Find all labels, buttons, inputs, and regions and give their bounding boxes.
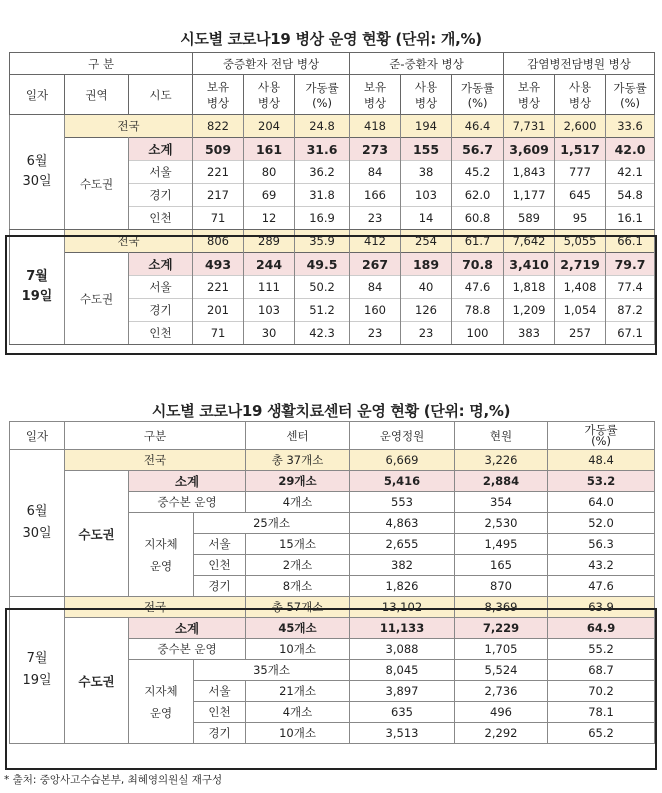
data-cell: 38 (401, 161, 452, 184)
data-cell: 80 (244, 161, 295, 184)
sido-cell: 서울 (129, 276, 193, 299)
data-cell: 69 (244, 184, 295, 207)
center-cell: 35개소 (194, 660, 350, 681)
data-cell: 87.2 (606, 299, 655, 322)
data-cell: 645 (555, 184, 606, 207)
data-cell: 71 (193, 207, 244, 230)
central-label: 중수본 운영 (129, 492, 246, 513)
rate-cell: 68.7 (548, 660, 655, 681)
header-sub: 가동률 (%) (452, 75, 504, 115)
source-footnote: * 출처: 중앙사고수습본부, 최혜영의원실 재구성 (4, 774, 223, 786)
subtotal-row (10, 471, 655, 492)
center-status-table (9, 421, 655, 744)
center-cell: 45개소 (246, 618, 350, 639)
sido-cell: 소계 (129, 253, 193, 276)
data-cell: 12 (244, 207, 295, 230)
rate-cell: 47.6 (548, 576, 655, 597)
data-cell: 31.8 (295, 184, 350, 207)
data-cell: 244 (244, 253, 295, 276)
data-cell: 51.2 (295, 299, 350, 322)
current-cell: 165 (455, 555, 548, 576)
data-cell: 155 (401, 138, 452, 161)
subtotal-row (10, 618, 655, 639)
current-cell: 2,530 (455, 513, 548, 534)
current-cell: 870 (455, 576, 548, 597)
data-cell: 383 (504, 322, 555, 345)
local-label: 지자체 운영 (129, 660, 194, 744)
region-cell: 수도권 (65, 138, 129, 230)
data-cell: 84 (350, 276, 401, 299)
data-cell: 70.8 (452, 253, 504, 276)
data-cell: 1,177 (504, 184, 555, 207)
data-cell: 221 (193, 276, 244, 299)
center-cell: 25개소 (194, 513, 350, 534)
date-cell: 6월 30일 (10, 115, 65, 230)
header-date: 일자 (10, 422, 65, 450)
sido-cell: 경기 (194, 576, 246, 597)
data-cell: 1,408 (555, 276, 606, 299)
data-cell: 84 (350, 161, 401, 184)
capacity-cell: 635 (350, 702, 455, 723)
data-cell: 79.7 (606, 253, 655, 276)
national-label: 전국 (65, 115, 193, 138)
data-cell: 3,609 (504, 138, 555, 161)
sido-cell: 인천 (129, 322, 193, 345)
current-cell: 1,705 (455, 639, 548, 660)
data-cell: 493 (193, 253, 244, 276)
data-cell: 2,719 (555, 253, 606, 276)
data-cell: 60.8 (452, 207, 504, 230)
header-sub: 사용 병상 (401, 75, 452, 115)
current-cell: 5,524 (455, 660, 548, 681)
data-cell: 1,054 (555, 299, 606, 322)
capacity-cell: 553 (350, 492, 455, 513)
center-cell: 29개소 (246, 471, 350, 492)
rate-cell: 52.0 (548, 513, 655, 534)
header-sub: 보유 병상 (193, 75, 244, 115)
header-group: 중증환자 전담 병상 (193, 53, 350, 75)
sido-cell: 경기 (129, 184, 193, 207)
data-cell: 16.1 (606, 207, 655, 230)
data-cell: 111 (244, 276, 295, 299)
center-cell: 8개소 (246, 576, 350, 597)
data-cell: 1,209 (504, 299, 555, 322)
center-cell: 10개소 (246, 639, 350, 660)
header-region: 권역 (65, 75, 129, 115)
data-cell: 30 (244, 322, 295, 345)
data-cell: 254 (401, 230, 452, 253)
header-category: 구 분 (10, 53, 193, 75)
data-cell: 257 (555, 322, 606, 345)
data-cell: 126 (401, 299, 452, 322)
current-cell: 3,226 (455, 450, 548, 471)
data-cell: 100 (452, 322, 504, 345)
rate-cell: 70.2 (548, 681, 655, 702)
center-cell: 4개소 (246, 702, 350, 723)
data-cell: 1,818 (504, 276, 555, 299)
sido-cell: 서울 (194, 681, 246, 702)
data-cell: 42.3 (295, 322, 350, 345)
central-label: 중수본 운영 (129, 639, 246, 660)
center-cell: 총 57개소 (246, 597, 350, 618)
current-cell: 8,369 (455, 597, 548, 618)
data-cell: 71 (193, 322, 244, 345)
data-cell: 95 (555, 207, 606, 230)
data-cell: 61.7 (452, 230, 504, 253)
capacity-cell: 1,826 (350, 576, 455, 597)
region-cell: 수도권 (65, 253, 129, 345)
data-cell: 2,600 (555, 115, 606, 138)
data-cell: 42.0 (606, 138, 655, 161)
rate-cell: 43.2 (548, 555, 655, 576)
subtotal-row (10, 253, 655, 276)
bed-status-table (9, 52, 655, 345)
capacity-cell: 6,669 (350, 450, 455, 471)
data-cell: 267 (350, 253, 401, 276)
rate-cell: 78.1 (548, 702, 655, 723)
data-cell: 23 (401, 322, 452, 345)
data-cell: 160 (350, 299, 401, 322)
data-cell: 777 (555, 161, 606, 184)
subtotal-label: 소계 (129, 618, 246, 639)
center-cell: 2개소 (246, 555, 350, 576)
header-current: 현원 (455, 422, 548, 450)
sido-cell: 경기 (129, 299, 193, 322)
data-cell: 217 (193, 184, 244, 207)
data-cell: 7,731 (504, 115, 555, 138)
national-label: 전국 (65, 597, 246, 618)
data-cell: 40 (401, 276, 452, 299)
data-cell: 42.1 (606, 161, 655, 184)
national-row (10, 597, 655, 618)
data-cell: 103 (244, 299, 295, 322)
rate-cell: 65.2 (548, 723, 655, 744)
rate-cell: 63.9 (548, 597, 655, 618)
capacity-cell: 3,513 (350, 723, 455, 744)
capacity-cell: 13,102 (350, 597, 455, 618)
data-cell: 23 (350, 322, 401, 345)
capacity-cell: 2,655 (350, 534, 455, 555)
data-cell: 14 (401, 207, 452, 230)
current-cell: 2,292 (455, 723, 548, 744)
national-label: 전국 (65, 230, 193, 253)
data-cell: 3,410 (504, 253, 555, 276)
data-cell: 103 (401, 184, 452, 207)
header-row-1 (10, 53, 655, 75)
capacity-cell: 382 (350, 555, 455, 576)
header-group: 준-중환자 병상 (350, 53, 504, 75)
current-cell: 1,495 (455, 534, 548, 555)
rate-cell: 55.2 (548, 639, 655, 660)
data-cell: 5,055 (555, 230, 606, 253)
date-cell: 6월 30일 (10, 450, 65, 597)
data-cell: 1,517 (555, 138, 606, 161)
capacity-cell: 4,863 (350, 513, 455, 534)
data-cell: 33.6 (606, 115, 655, 138)
data-cell: 16.9 (295, 207, 350, 230)
header-center: 센터 (246, 422, 350, 450)
data-cell: 194 (401, 115, 452, 138)
center-cell: 21개소 (246, 681, 350, 702)
center-cell: 총 37개소 (246, 450, 350, 471)
header-category: 구분 (65, 422, 246, 450)
header-sub: 가동률 (%) (606, 75, 655, 115)
region-cell: 수도권 (65, 618, 129, 744)
subtotal-label: 소계 (129, 471, 246, 492)
rate-cell: 64.0 (548, 492, 655, 513)
header-sub: 가동률 (%) (295, 75, 350, 115)
data-cell: 161 (244, 138, 295, 161)
data-cell: 35.9 (295, 230, 350, 253)
current-cell: 2,884 (455, 471, 548, 492)
data-cell: 24.8 (295, 115, 350, 138)
data-cell: 418 (350, 115, 401, 138)
header-sub: 사용 병상 (555, 75, 606, 115)
capacity-cell: 8,045 (350, 660, 455, 681)
sido-cell: 인천 (129, 207, 193, 230)
header-sido: 시도 (129, 75, 193, 115)
rate-cell: 48.4 (548, 450, 655, 471)
rate-cell: 56.3 (548, 534, 655, 555)
date-cell: 7월 19일 (10, 230, 65, 345)
sido-cell: 인천 (194, 555, 246, 576)
data-cell: 56.7 (452, 138, 504, 161)
local-label: 지자체 운영 (129, 513, 194, 597)
table1-title: 시도별 코로나19 병상 운영 현황 (단위: 개,%) (180, 30, 482, 48)
data-cell: 1,843 (504, 161, 555, 184)
header-capacity: 운영정원 (350, 422, 455, 450)
sido-cell: 인천 (194, 702, 246, 723)
data-cell: 509 (193, 138, 244, 161)
sido-cell: 서울 (194, 534, 246, 555)
data-cell: 77.4 (606, 276, 655, 299)
header-sub: 보유 병상 (504, 75, 555, 115)
data-cell: 49.5 (295, 253, 350, 276)
date-cell: 7월 19일 (10, 597, 65, 744)
data-cell: 54.8 (606, 184, 655, 207)
national-row (10, 115, 655, 138)
header-group: 감염병전담병원 병상 (504, 53, 655, 75)
header-row-2 (10, 75, 655, 115)
center-cell: 4개소 (246, 492, 350, 513)
header-rate: 가동률 (%) (548, 422, 655, 450)
current-cell: 496 (455, 702, 548, 723)
data-cell: 36.2 (295, 161, 350, 184)
sido-cell: 서울 (129, 161, 193, 184)
data-cell: 221 (193, 161, 244, 184)
data-cell: 273 (350, 138, 401, 161)
national-row (10, 450, 655, 471)
capacity-cell: 5,416 (350, 471, 455, 492)
capacity-cell: 11,133 (350, 618, 455, 639)
center-cell: 10개소 (246, 723, 350, 744)
data-cell: 66.1 (606, 230, 655, 253)
header-row (10, 422, 655, 450)
current-cell: 354 (455, 492, 548, 513)
subtotal-row (10, 138, 655, 161)
data-cell: 45.2 (452, 161, 504, 184)
data-cell: 289 (244, 230, 295, 253)
data-cell: 47.6 (452, 276, 504, 299)
data-cell: 589 (504, 207, 555, 230)
data-cell: 78.8 (452, 299, 504, 322)
rate-cell: 53.2 (548, 471, 655, 492)
center-cell: 15개소 (246, 534, 350, 555)
data-cell: 822 (193, 115, 244, 138)
region-cell: 수도권 (65, 471, 129, 597)
capacity-cell: 3,897 (350, 681, 455, 702)
data-cell: 204 (244, 115, 295, 138)
current-cell: 7,229 (455, 618, 548, 639)
data-cell: 50.2 (295, 276, 350, 299)
data-cell: 806 (193, 230, 244, 253)
sido-cell: 소계 (129, 138, 193, 161)
data-cell: 166 (350, 184, 401, 207)
capacity-cell: 3,088 (350, 639, 455, 660)
current-cell: 2,736 (455, 681, 548, 702)
header-date: 일자 (10, 75, 65, 115)
data-cell: 62.0 (452, 184, 504, 207)
header-sub: 사용 병상 (244, 75, 295, 115)
data-cell: 23 (350, 207, 401, 230)
data-cell: 46.4 (452, 115, 504, 138)
data-cell: 412 (350, 230, 401, 253)
national-row (10, 230, 655, 253)
header-sub: 보유 병상 (350, 75, 401, 115)
table2-title: 시도별 코로나19 생활치료센터 운영 현황 (단위: 명,%) (151, 402, 511, 420)
data-cell: 201 (193, 299, 244, 322)
data-cell: 67.1 (606, 322, 655, 345)
rate-cell: 64.9 (548, 618, 655, 639)
sido-cell: 경기 (194, 723, 246, 744)
national-label: 전국 (65, 450, 246, 471)
data-cell: 7,642 (504, 230, 555, 253)
data-cell: 189 (401, 253, 452, 276)
data-cell: 31.6 (295, 138, 350, 161)
